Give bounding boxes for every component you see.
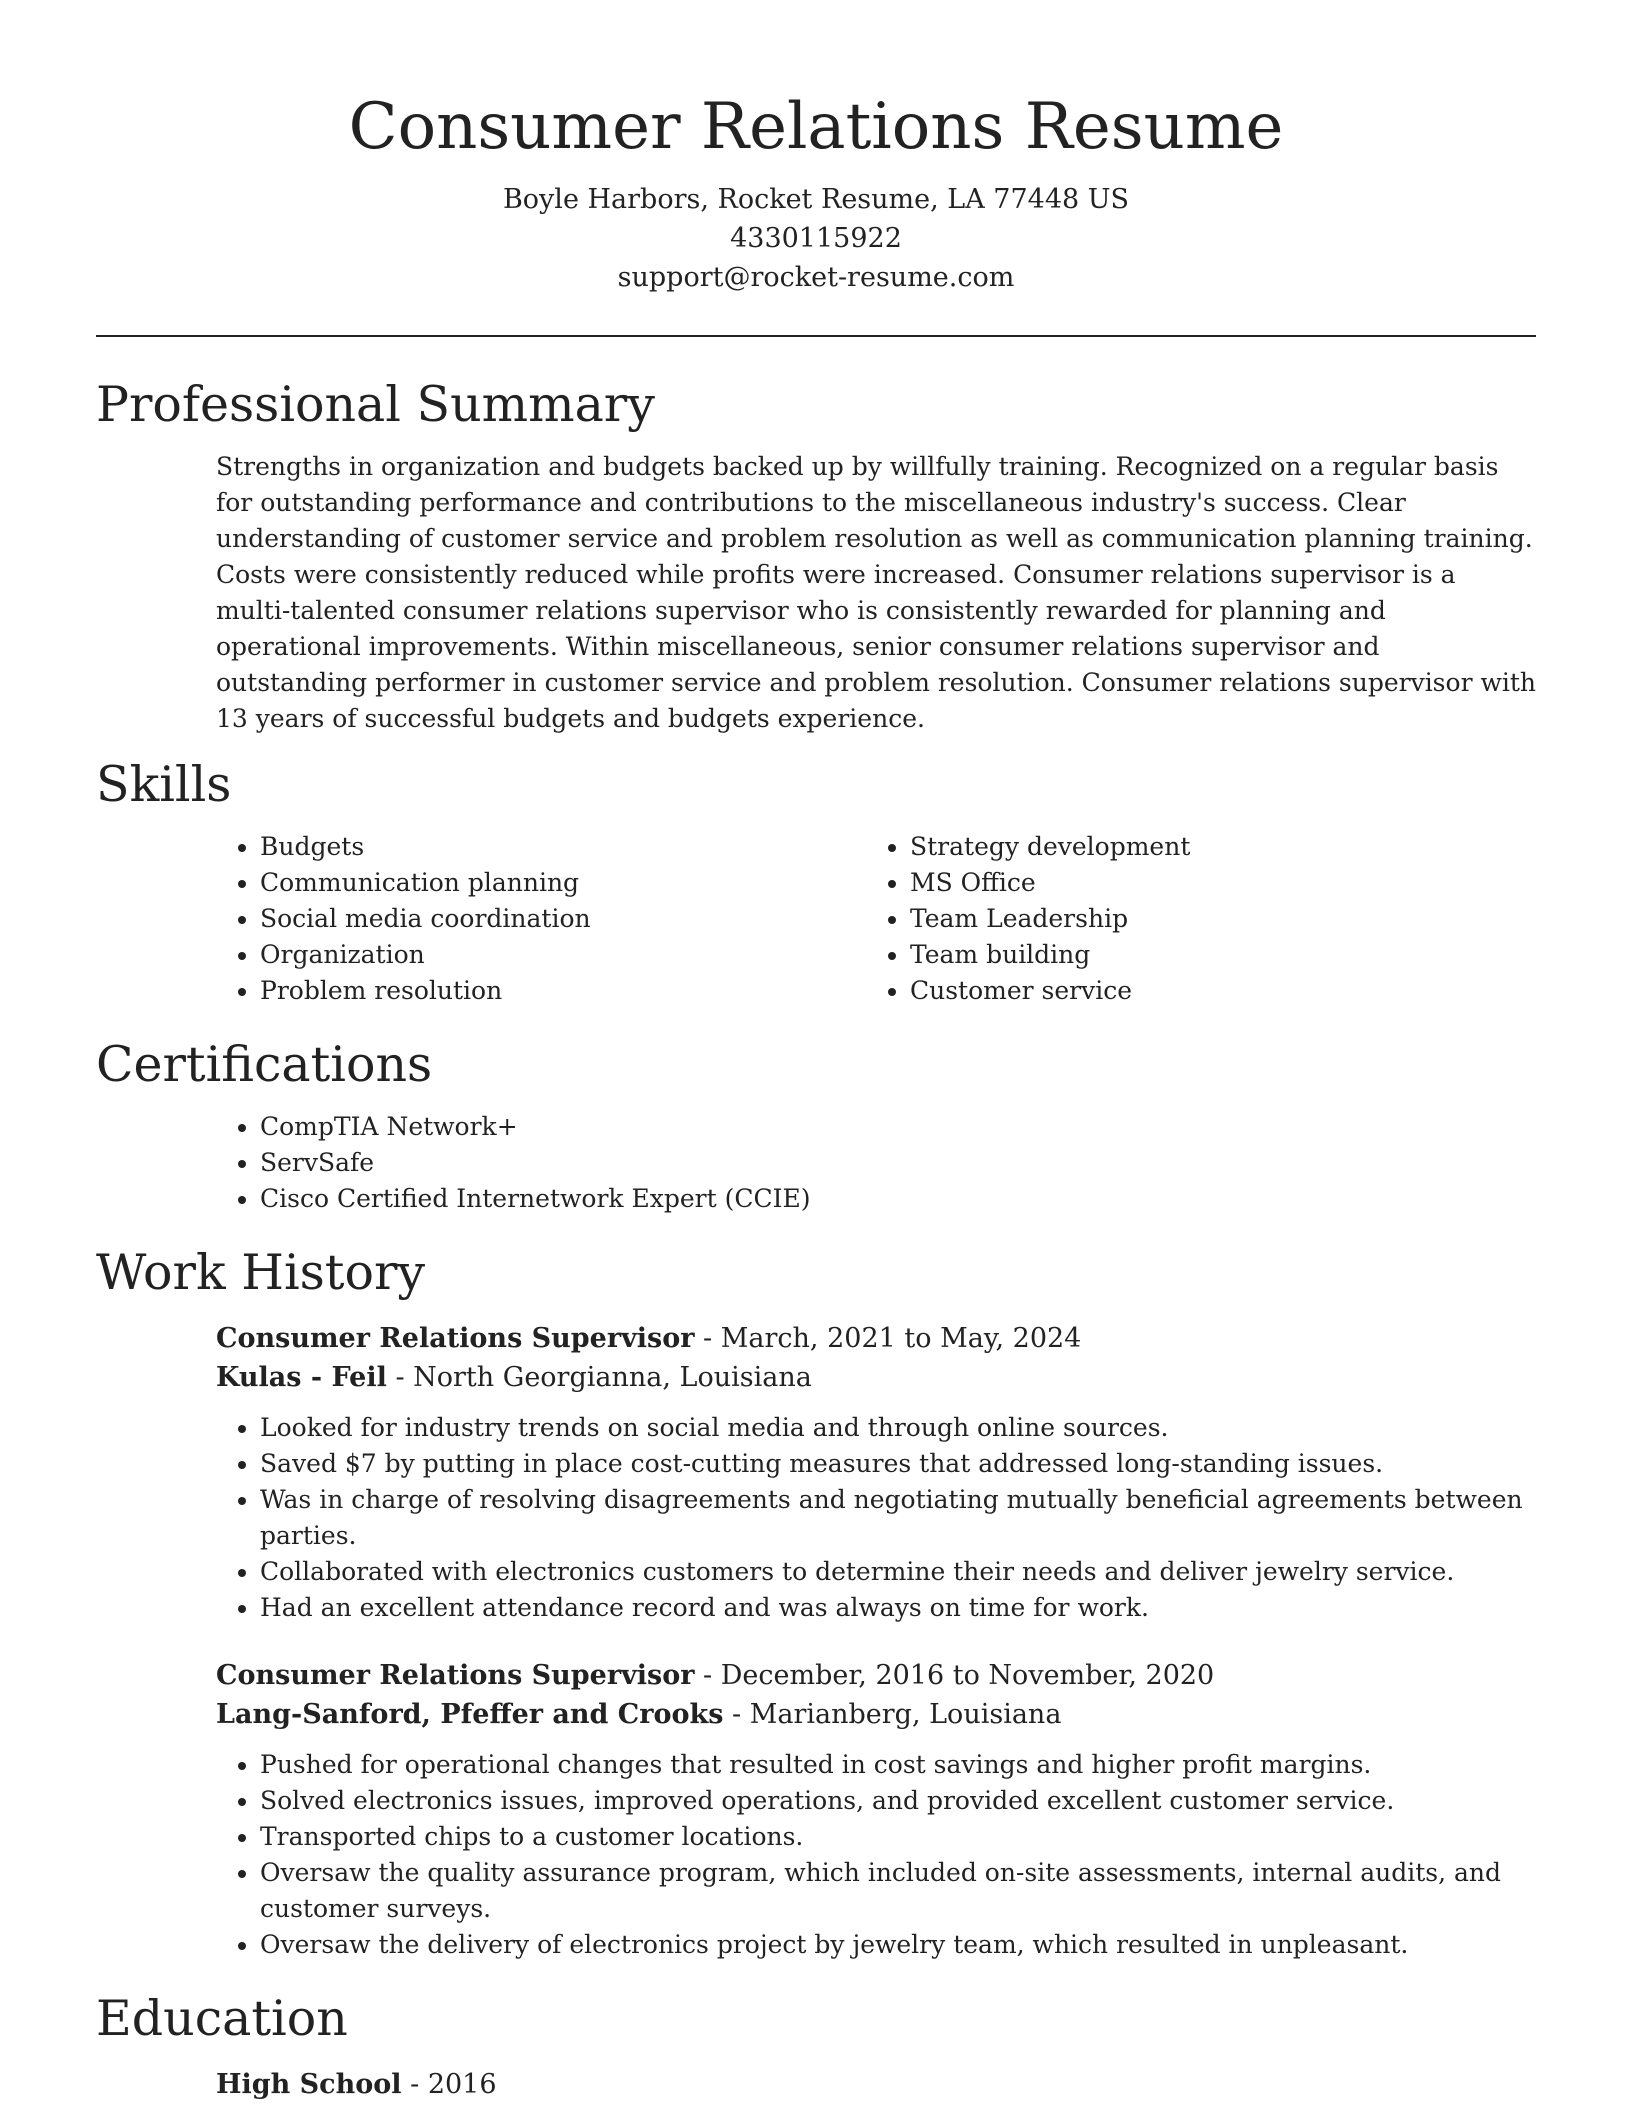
resume-header (96, 0, 1536, 297)
certification-item: • Cisco Certified Internetwork Expert (CCIE) (260, 1181, 1536, 1217)
certification-item: • ServSafe (260, 1145, 1536, 1181)
skill-item: • MS Office (910, 865, 1516, 901)
job-title: Consumer Relations Supervisor (216, 1323, 695, 1354)
job-employer-line (216, 1358, 1536, 1397)
job-bullets (216, 1747, 1536, 1963)
job-bullet: • Looked for industry trends on social media and through online sources. (260, 1410, 1536, 1446)
job-bullet: • Transported chips to a customer locations. (260, 1819, 1536, 1855)
job-title-line (216, 1319, 1536, 1358)
resume-page (96, 0, 1536, 2104)
education-year: - 2016 (401, 2069, 497, 2100)
contact-address: Boyle Harbors, Rocket Resume, LA 77448 US (502, 184, 1130, 215)
skill-item: • Communication planning (260, 865, 866, 901)
header-divider (96, 335, 1536, 337)
skill-item: • Budgets (260, 829, 866, 865)
education-degree: High School (216, 2069, 402, 2100)
skill-item: • Team building (910, 937, 1516, 973)
job-entry (216, 1656, 1536, 1963)
job-location: - Marianberg, Louisiana (723, 1699, 1062, 1730)
job-employer-line (216, 1695, 1536, 1734)
skills-column-right (866, 829, 1516, 1009)
work-history-section (96, 1243, 1536, 1963)
job-bullet: • Oversaw the delivery of electronics project by jewelry team, which resulted in unpleasant. (260, 1927, 1536, 1963)
skills-grid (216, 829, 1536, 1009)
job-bullet: • Pushed for operational changes that resulted in cost savings and higher profit margins. (260, 1747, 1536, 1783)
certifications-section (96, 1035, 1536, 1217)
skill-item: • Problem resolution (260, 973, 866, 1009)
skills-column-left (216, 829, 866, 1009)
job-dates: - December, 2016 to November, 2020 (694, 1660, 1215, 1691)
job-bullet: • Collaborated with electronics customers to determine their needs and deliver jewelry service. (260, 1554, 1536, 1590)
education-section (96, 1989, 1536, 2104)
skill-item: • Social media coordination (260, 901, 866, 937)
education-entry (216, 2065, 1536, 2104)
summary-heading: Professional Summary (96, 376, 655, 433)
summary-section (96, 375, 1536, 737)
job-title: Consumer Relations Supervisor (216, 1660, 695, 1691)
contact-email: support@rocket-resume.com (617, 262, 1015, 293)
job-bullet: • Oversaw the quality assurance program, which included on-site assessments, internal audits, and customer surveys. (260, 1855, 1536, 1927)
job-employer: Lang-Sanford, Pfeffer and Crooks (216, 1699, 724, 1730)
skill-item: • Strategy development (910, 829, 1516, 865)
resume-title: Consumer Relations Resume (348, 90, 1284, 164)
education-heading: Education (96, 1990, 348, 2047)
job-entry (216, 1319, 1536, 1626)
certification-item: • CompTIA Network+ (260, 1109, 1536, 1145)
contact-info (96, 180, 1536, 297)
job-location: - North Georgianna, Louisiana (386, 1362, 812, 1393)
job-bullet: • Solved electronics issues, improved operations, and provided excellent customer service. (260, 1783, 1536, 1819)
skill-item: • Organization (260, 937, 866, 973)
job-bullet: • Saved $7 by putting in place cost-cutting measures that addressed long-standing issues. (260, 1446, 1536, 1482)
job-dates: - March, 2021 to May, 2024 (694, 1323, 1082, 1354)
skills-section (96, 755, 1536, 1009)
job-employer: Kulas - Feil (216, 1362, 387, 1393)
skill-item: • Customer service (910, 973, 1516, 1009)
summary-text: Strengths in organization and budgets backed up by willfully training. Recognized on a regular basis for outstanding performance and contributions to the miscellaneous industry's success. Clear understanding of customer service and problem resolution as well as communication planning training. Costs were consistently reduced while profits were increased. Consumer relations supervisor is a multi-talented consumer relations supervisor who is consistently rewarded for planning and operational improvements. Within miscellaneous, senior consumer relations supervisor and outstanding performer in customer service and problem resolution. Consumer relations supervisor with 13 years of successful budgets and budgets experience. (216, 452, 1537, 733)
job-bullets (216, 1410, 1536, 1626)
work-history-heading: Work History (96, 1244, 426, 1301)
skill-item: • Team Leadership (910, 901, 1516, 937)
contact-phone: 4330115922 (730, 223, 902, 254)
skills-heading: Skills (96, 756, 232, 813)
job-bullet: • Was in charge of resolving disagreements and negotiating mutually beneficial agreements between parties. (260, 1482, 1536, 1554)
job-title-line (216, 1656, 1536, 1695)
job-bullet: • Had an excellent attendance record and was always on time for work. (260, 1590, 1536, 1626)
certifications-heading: Certifications (96, 1036, 433, 1093)
